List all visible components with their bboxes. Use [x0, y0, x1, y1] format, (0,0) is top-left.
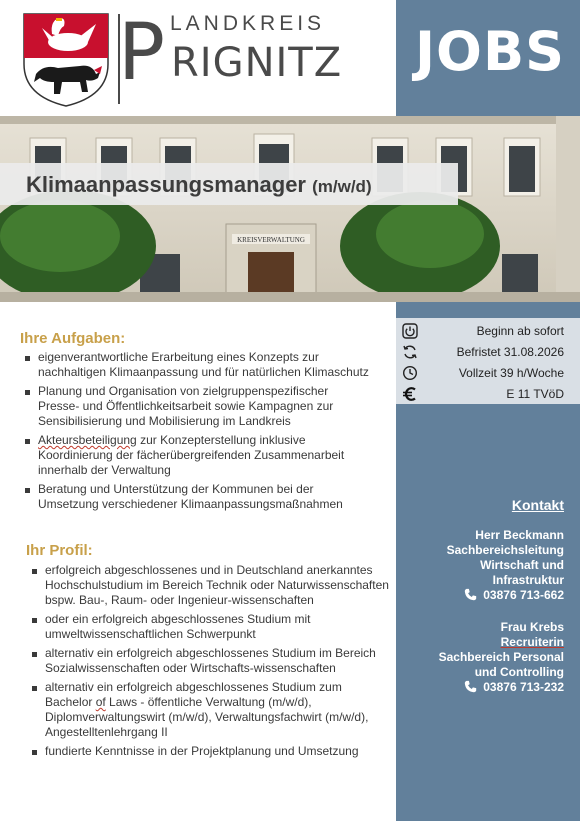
job-title-text: Klimaanpassungsmanager: [26, 172, 306, 197]
contact-2-role: Recruiterin: [500, 635, 564, 649]
tasks-heading: Ihre Aufgaben:: [20, 330, 126, 347]
contact-1-phone-row[interactable]: [396, 588, 564, 603]
contact-person-2: [396, 620, 564, 695]
contact-1-name: Herr Beckmann: [475, 528, 564, 542]
phone-icon: [464, 680, 477, 693]
list-item: oder ein erfolgreich abgeschlossenes Studium mit umweltwissenschaftlichen Schwerpunkt: [31, 612, 391, 642]
contact-heading: Kontakt: [511, 497, 564, 513]
list-item: Beratung und Unterstützung der Kommunen bei der Umsetzung verschiedener Klimaanpassungsmaßnahmen: [24, 482, 369, 512]
contact-2-name: Frau Krebs: [500, 620, 564, 634]
contact-1-role-3: Infrastruktur: [492, 573, 564, 587]
profile-4-part2: Laws - öffentliche Verwaltung (m/w/d), Diplomverwaltungswirt (m/w/d), Verwaltungsfachwirt (m/w/d), Angestelltenlehrgang II: [45, 695, 369, 739]
task-3-text: zur Konzepterstellung inklusive Koordinierung der fächerübergreifenden Zusammenarbeit innerhalb der Verwaltung: [38, 433, 345, 477]
contact-person-1: [396, 528, 564, 603]
phone-icon: [464, 588, 477, 601]
jobs-heading: JOBS: [414, 20, 566, 83]
clock-icon: [402, 365, 418, 381]
profile-4-of: of: [95, 695, 106, 709]
contact-2-dept-2: und Controlling: [474, 665, 564, 679]
job-title: [26, 172, 372, 198]
profile-4-part1: alternativ ein erfolgreich abgeschlossenes Studium zum Bachelor: [45, 680, 342, 709]
list-item: erfolgreich abgeschlossenes und in Deutschland anerkanntes Hochschulstudium im Bereich Technik oder Naturwissenschaften bspw. Bau-, Raum- oder Ingenieur-wissenschaften: [31, 563, 391, 608]
contact-2-phone-row[interactable]: [396, 680, 564, 695]
building-photo: [0, 116, 580, 302]
list-item: eigenverantwortliche Erarbeitung eines Konzepts zur nachhaltigen Klimaanpassung und für natürlichen Klimaschutz: [24, 350, 369, 380]
coat-of-arms-logo: [22, 12, 110, 108]
info-start: [396, 321, 580, 341]
contact-2-dept-1: Sachbereich Personal: [438, 650, 564, 664]
info-limited: [396, 342, 580, 362]
profile-list: [31, 563, 391, 763]
info-start-text: Beginn ab sofort: [476, 324, 564, 338]
info-fulltime: [396, 363, 580, 383]
logo-prignitz-text: RIGNITZ: [171, 40, 343, 86]
euro-icon: [402, 386, 418, 402]
info-limited-text: Befristet 31.08.2026: [456, 345, 564, 359]
list-item: Planung und Organisation von zielgruppenspezifischer Presse- und Öffentlichkeitsarbeit sowie Kampagnen zur Sensibilisierung und Mobilisierung im Landkreis: [24, 384, 369, 429]
list-item: [24, 433, 369, 478]
info-salary-text: E 11 TVöD: [506, 387, 564, 401]
power-icon: [402, 323, 418, 339]
contact-2-phone[interactable]: 03876 713-232: [483, 680, 564, 694]
tasks-list: [24, 350, 369, 516]
header-logo-area: [0, 0, 396, 116]
building-sign-text: KREISVERWALTUNG: [237, 236, 305, 244]
job-title-gender: (m/w/d): [312, 177, 372, 196]
contact-1-role-1: Sachbereichsleitung: [446, 543, 564, 557]
refresh-icon: [402, 344, 418, 360]
info-fulltime-text: Vollzeit 39 h/Woche: [458, 366, 564, 380]
task-3-keyword: Akteursbeteiligung: [38, 433, 137, 447]
contact-1-role-2: Wirtschaft und: [480, 558, 564, 572]
info-salary: [396, 384, 580, 404]
contact-1-phone[interactable]: 03876 713-662: [483, 588, 564, 602]
list-item: [31, 680, 391, 740]
profile-heading: Ihr Profil:: [26, 542, 93, 559]
logo-prignitz-initial: P: [118, 8, 166, 98]
list-item: alternativ ein erfolgreich abgeschlossenes Studium im Bereich Sozialwissenschaften oder Wirtschafts-wissenschaften: [31, 646, 391, 676]
logo-landkreis-text: LANDKREIS: [170, 12, 326, 35]
list-item: fundierte Kenntnisse in der Projektplanung und Umsetzung: [31, 744, 391, 759]
